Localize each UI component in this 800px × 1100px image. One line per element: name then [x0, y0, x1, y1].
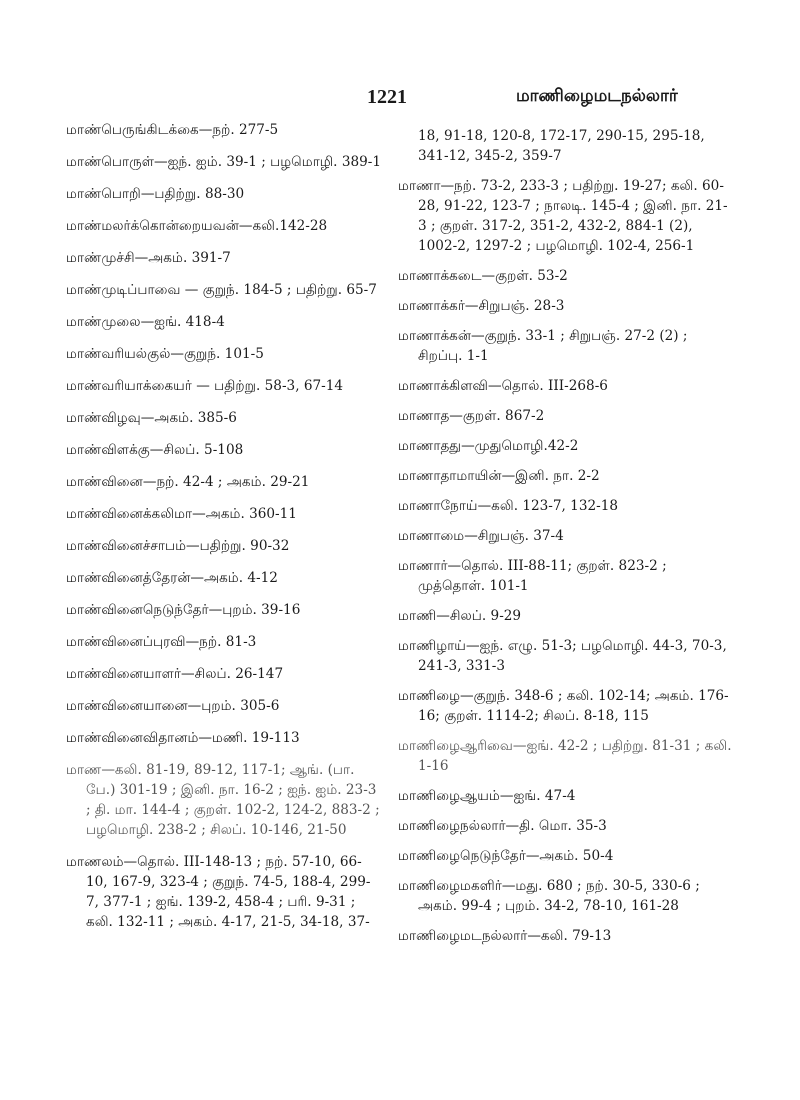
index-entry: மாணாக்கன்—குறுந். 33-1 ; சிறுபஞ். 27-2 (2) ; சிறப்பு. 1-1 — [398, 328, 688, 364]
index-entry: மாணிழைநல்லார்—தி. மொ. 35-3 — [398, 818, 607, 834]
index-entry: மாண்வினைச்சாபம்—பதிற்று. 90-32 — [66, 538, 290, 554]
index-entry: மாணாமை—சிறுபஞ். 37-4 — [398, 528, 564, 544]
index-entry: மாணாக்கடை—குறள். 53-2 — [398, 268, 568, 284]
index-entry: மாண்வரியல்குல்—குறுந். 101-5 — [66, 346, 264, 362]
right-column — [398, 126, 732, 956]
index-entry: மாண்பெருங்கிடக்கை—நற். 277-5 — [66, 122, 279, 138]
index-entry: மாண்வினைத்தேரன்—அகம். 4-12 — [66, 570, 278, 586]
running-head: மாணிழைமடநல்லார் — [516, 86, 678, 106]
index-entry: மாணிழைமடநல்லார்—கலி. 79-13 — [398, 928, 612, 944]
index-entry: மாணிழைஆயம்—ஐங். 47-4 — [398, 788, 576, 804]
index-entry: மாணிழாய்—ஐந். எழு. 51-3; பழமொழி. 44-3, 70-3, 241-3, 331-3 — [398, 638, 727, 674]
index-entry: மாண்வினை—நற். 42-4 ; அகம். 29-21 — [66, 474, 310, 490]
index-entry: மாணி—சிலப். 9-29 — [398, 608, 522, 624]
index-entry: மாண்முலை—ஐங். 418-4 — [66, 314, 225, 330]
index-entry: மாணாநோய்—கலி. 123-7, 132-18 — [398, 498, 619, 514]
index-entry: மாண்வினையானை—புறம். 305-6 — [66, 698, 280, 714]
index-entry: மாணாதாமாயின்—இனி. நா. 2-2 — [398, 468, 600, 484]
index-entry: மாண்பொறி—பதிற்று. 88-30 — [66, 186, 245, 202]
index-entry: மாணாத—குறள். 867-2 — [398, 408, 545, 424]
index-entry: மாண்முடிப்பாவை — குறுந். 184-5 ; பதிற்று. 65-7 — [66, 282, 377, 298]
index-entry: மாண்விழவு—அகம். 385-6 — [66, 410, 237, 426]
left-column — [66, 120, 382, 944]
index-entry: மாண்வினைக்கலிமா—அகம். 360-11 — [66, 506, 297, 522]
index-entry: மாணாதது—முதுமொழி.42-2 — [398, 438, 579, 454]
index-entry: மாணாக்கிளவி—தொல். III-268-6 — [398, 378, 608, 394]
index-entry: மாண்வினைப்புரவி—நற். 81-3 — [66, 634, 257, 650]
index-entry: மாண—கலி. 81-19, 89-12, 117-1; ஆங். (பா. பே.) 301-19 ; இனி. நா. 16-2 ; ஐந். ஐம். 23-3 ; தி. மா. 144-4 ; குறள். 102-2, 124-2, 883-2 ; பழமொழி. 238-2 ; சிலப். 10-146, 21-50 — [66, 762, 380, 838]
index-entry: மாணலம்—தொல். III-148-13 ; நற். 57-10, 66-10, 167-9, 323-4 ; குறுந். 74-5, 188-4, 299-7, 377-1 ; ஐங். 139-2, 458-4 ; பரி. 9-31 ; கலி. 132-11 ; அகம். 4-17, 21-5, 34-18, 37- — [66, 854, 371, 930]
index-entry: மாணா—நற். 73-2, 233-3 ; பதிற்று. 19-27; கலி. 60-28, 91-22, 123-7 ; நாலடி. 145-4 ; இனி. நா. 21-3 ; குறள். 317-2, 351-2, 432-2, 884-1 (2), 1002-2, 1297-2 ; பழமொழி. 102-4, 256-1 — [398, 178, 728, 254]
index-entry: மாண்வினைவிதானம்—மணி. 19-113 — [66, 730, 300, 746]
index-entry: மாண்வினையாளர்—சிலப். 26-147 — [66, 666, 284, 682]
index-entry: மாண்வரியாக்கையர் — பதிற்று. 58-3, 67-14 — [66, 378, 344, 394]
index-entry: மாண்விளக்கு—சிலப். 5-108 — [66, 442, 244, 458]
page-number: 1221 — [367, 86, 407, 108]
index-entry: மாணார்—தொல். III-88-11; குறள். 823-2 ; முத்தொள். 101-1 — [398, 558, 667, 594]
index-entry: மாண்மலர்க்கொன்றையவன்—கலி.142-28 — [66, 218, 328, 234]
index-entry: மாணிழை—குறுந். 348-6 ; கலி. 102-14; அகம். 176-16; குறள். 1114-2; சிலப். 8-18, 115 — [398, 688, 729, 724]
continued-entry: 18, 91-18, 120-8, 172-17, 290-15, 295-18, 341-12, 345-2, 359-7 — [418, 128, 705, 164]
index-entry: மாணிழைமகளிர்—மது. 680 ; நற். 30-5, 330-6 ; அகம். 99-4 ; புறம். 34-2, 78-10, 161-28 — [398, 878, 700, 914]
index-entry: மாணாக்கர்—சிறுபஞ். 28-3 — [398, 298, 565, 314]
index-entry: மாண்வினைநெடுந்தேர்—புறம். 39-16 — [66, 602, 301, 618]
index-entry: மாண்பொருள்—ஐந். ஐம். 39-1 ; பழமொழி. 389-1 — [66, 154, 382, 170]
index-entry: மாண்முச்சி—அகம். 391-7 — [66, 250, 231, 266]
index-entry: மாணிழைநெடுந்தேர்—அகம். 50-4 — [398, 848, 614, 864]
index-entry: மாணிழைஆரிவை—ஐங். 42-2 ; பதிற்று. 81-31 ; கலி. 1-16 — [398, 738, 732, 774]
